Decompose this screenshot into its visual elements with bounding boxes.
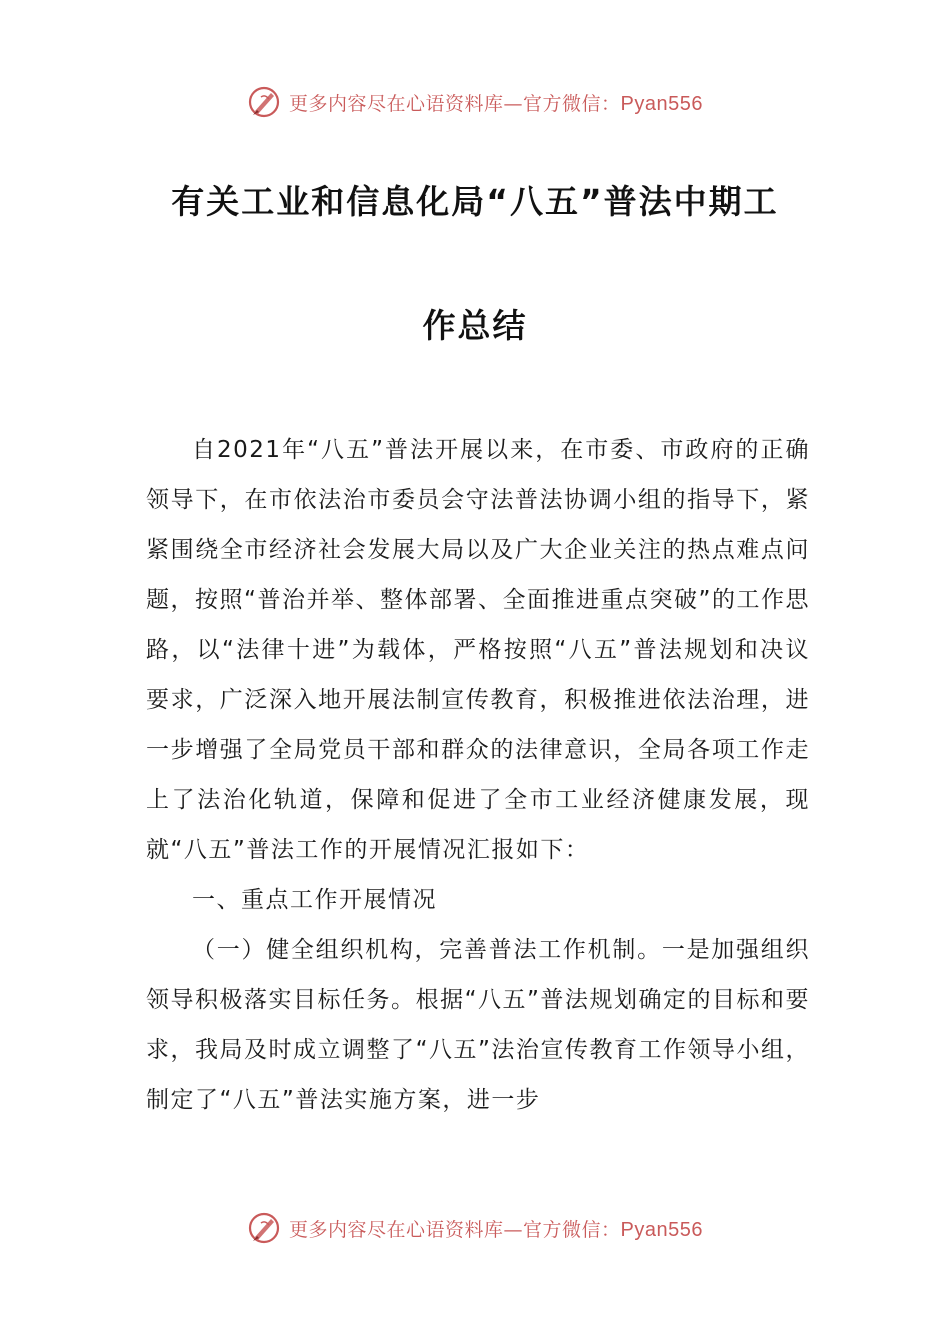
watermark-label: 更多内容尽在心语资料库—官方微信： [289,92,621,115]
watermark-wechat-handle: Pyan556 [620,1218,703,1241]
document-title-line-2: 作总结 [422,306,528,345]
pen-logo-icon [247,1211,281,1245]
body-paragraph-organization: （一）健全组织机构，完善普法工作机制。一是加强组织领导积极落实目标任务。根据“八五”普法规划确定的目标和要求，我局及时成立调整了“八五”法治宣传教育工作领导小组，制定了“八五”普法实施方案，进一步 [146,937,810,1113]
watermark-label: 更多内容尽在心语资料库—官方微信： [289,1218,621,1241]
watermark-text [289,1215,703,1242]
body-paragraph-intro: 自2021年“八五”普法开展以来，在市委、市政府的正确领导下，在市依法治市委员会守法普法协调小组的指导下，紧紧围绕全市经济社会发展大局以及广大企业关注的热点难点问题，按照“普治并举、整体部署、全面推进重点突破”的工作思路，以“法律十进”为载体，严格按照“八五”普法规划和决议要求，广泛深入地开展法制宣传教育，积极推进依法治理，进一步增强了全局党员干部和群众的法律意识，全局各项工作走上了法治化轨道，保障和促进了全市工业经济健康发展，现就“八五”普法工作的开展情况汇报如下： [146,437,810,863]
document-body [146,425,810,1125]
watermark-text [289,89,703,116]
footer-watermark-banner [0,1208,950,1248]
watermark-wechat-handle: Pyan556 [620,92,703,115]
header-watermark-banner [0,82,950,122]
section-heading: 一、重点工作开展情况 [192,887,437,913]
document-title-line-1: 有关工业和信息化局“八五”普法中期工 [171,182,779,221]
pen-logo-icon [247,85,281,119]
